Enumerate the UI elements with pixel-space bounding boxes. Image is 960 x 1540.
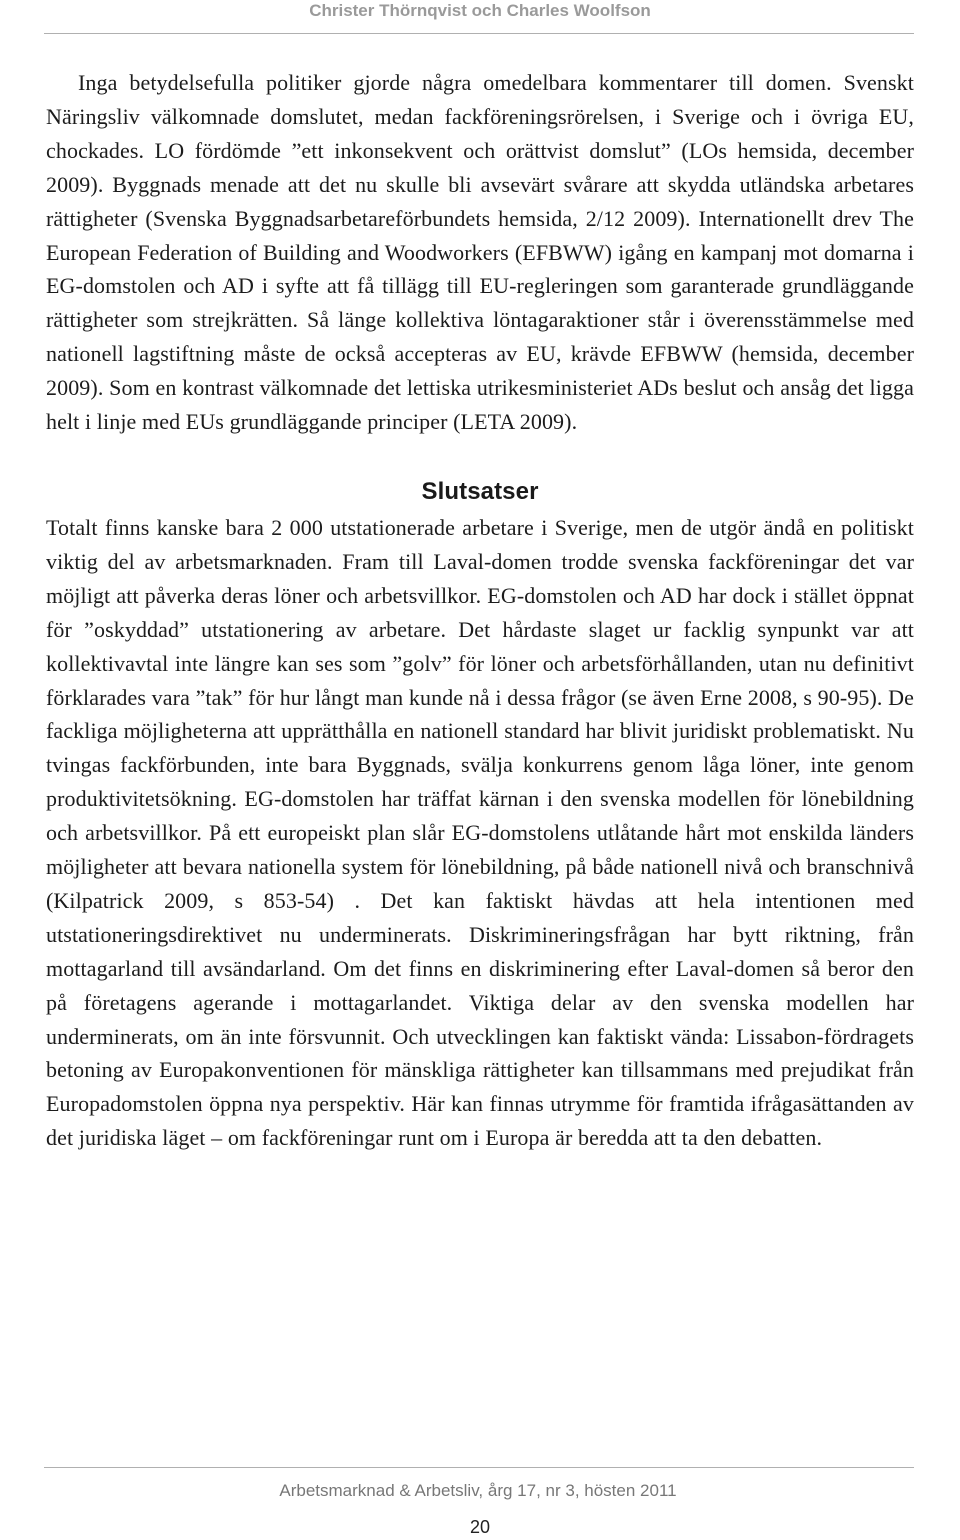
footer-rule [44, 1467, 914, 1468]
page-number: 20 [469, 1517, 491, 1537]
running-head: Christer Thörnqvist och Charles Woolfson [309, 1, 651, 20]
paragraph-1: Inga betydelsefulla politiker gjorde några omedelbara kommentarer till domen. Svenskt Näringsliv välkomnade domslutet, medan fackföreningsrörelsen, i Sverige och i övriga EU, chockades. LO fördömde ”ett inkonsekvent och orättvist domslut” (LOs hemsida, december 2009). Byggnads menade att det nu skulle bli avsevärt svårare att skydda utländska arbetares rättigheter (Svenska Byggnadsarbetareförbundets hemsida, 2/12 2009). Internationellt drev The European Federation of Building and Woodworkers (EFBWW) igång en kampanj mot domarna i EG-domstolen och AD i syfte att få tillägg till EU-regleringen som garanterade grundläggande rättigheter som strejkrätten. Så länge kollektiva löntagaraktioner står i överensstämmelse med nationell lagstiftning måste de också accepteras av EU, krävde EFBWW (hemsida, december 2009). Som en kontrast välkomnade det lettiska utrikesministeriet ADs beslut och ansåg det ligga helt i linje med EUs grundläggande principer (LETA 2009). [46, 70, 914, 435]
paragraph-2: Totalt finns kanske bara 2 000 utstationerade arbetare i Sverige, men de utgör ändå en politiskt viktig del av arbetsmarknaden. Fram till Laval-domen trodde svenska fackföreningar det var möjligt att påverka deras löner och arbetsvillkor. EG-domstolen och AD har dock i stället öppnat för ”oskyddad” utstationering av arbetare. Det hårdaste slaget ur facklig synpunkt var att kollektivavtal inte längre kan ses som ”golv” för löner och arbetsförhållanden, utan nu definitivt förklarades vara ”tak” för hur långt man kunde nå i dessa frågor (se även Erne 2008, s 90-95). De fackliga möjligheterna att upprätthålla en nationell standard har blivit juridiskt problematiskt. Nu tvingas fackförbunden, inte bara Byggnads, svälja konkurrens genom låga löner, inte genom produktivitetsökning. EG-domstolen har träffat kärnan i den svenska modellen för lönebildning och arbetsvillkor. På ett europeiskt plan slår EG-domstolens utlåtande hårt mot enskilda länders möjligheter att bevara nationella system för lönebildning, på både nationell nivå och branschnivå (Kilpatrick 2009, s 853-54) . Det kan faktiskt hävdas att hela intentionen med utstationeringsdirektivet nu underminerats. Diskrimineringsfrågan har bytt riktning, från mottagarland till avsändarland. Om det finns en diskriminering efter Laval-domen så beror den på företagens agerande i mottagarlandet. Viktiga delar av den svenska modellen har underminerats, om än inte försvunnit. Och utvecklingen kan faktiskt vända: Lissabon-fördragets betoning av Europakonventionen för mänskliga rättigheter kan tillsammans med prejudikat från Europadomstolen öppna nya perspektiv. Här kan finnas utrymme för framtida ifrågasättanden av det juridiska läget – om fackföreningar runt om i Europa är beredda att ta den debatten. [46, 514, 914, 1151]
journal-footer: Arbetsmarknad & Arbetsliv, årg 17, nr 3, hösten 2011 [279, 1481, 677, 1500]
header-rule [44, 33, 914, 34]
body-text [46, 66, 914, 1155]
section-heading: Slutsatser [421, 477, 539, 505]
